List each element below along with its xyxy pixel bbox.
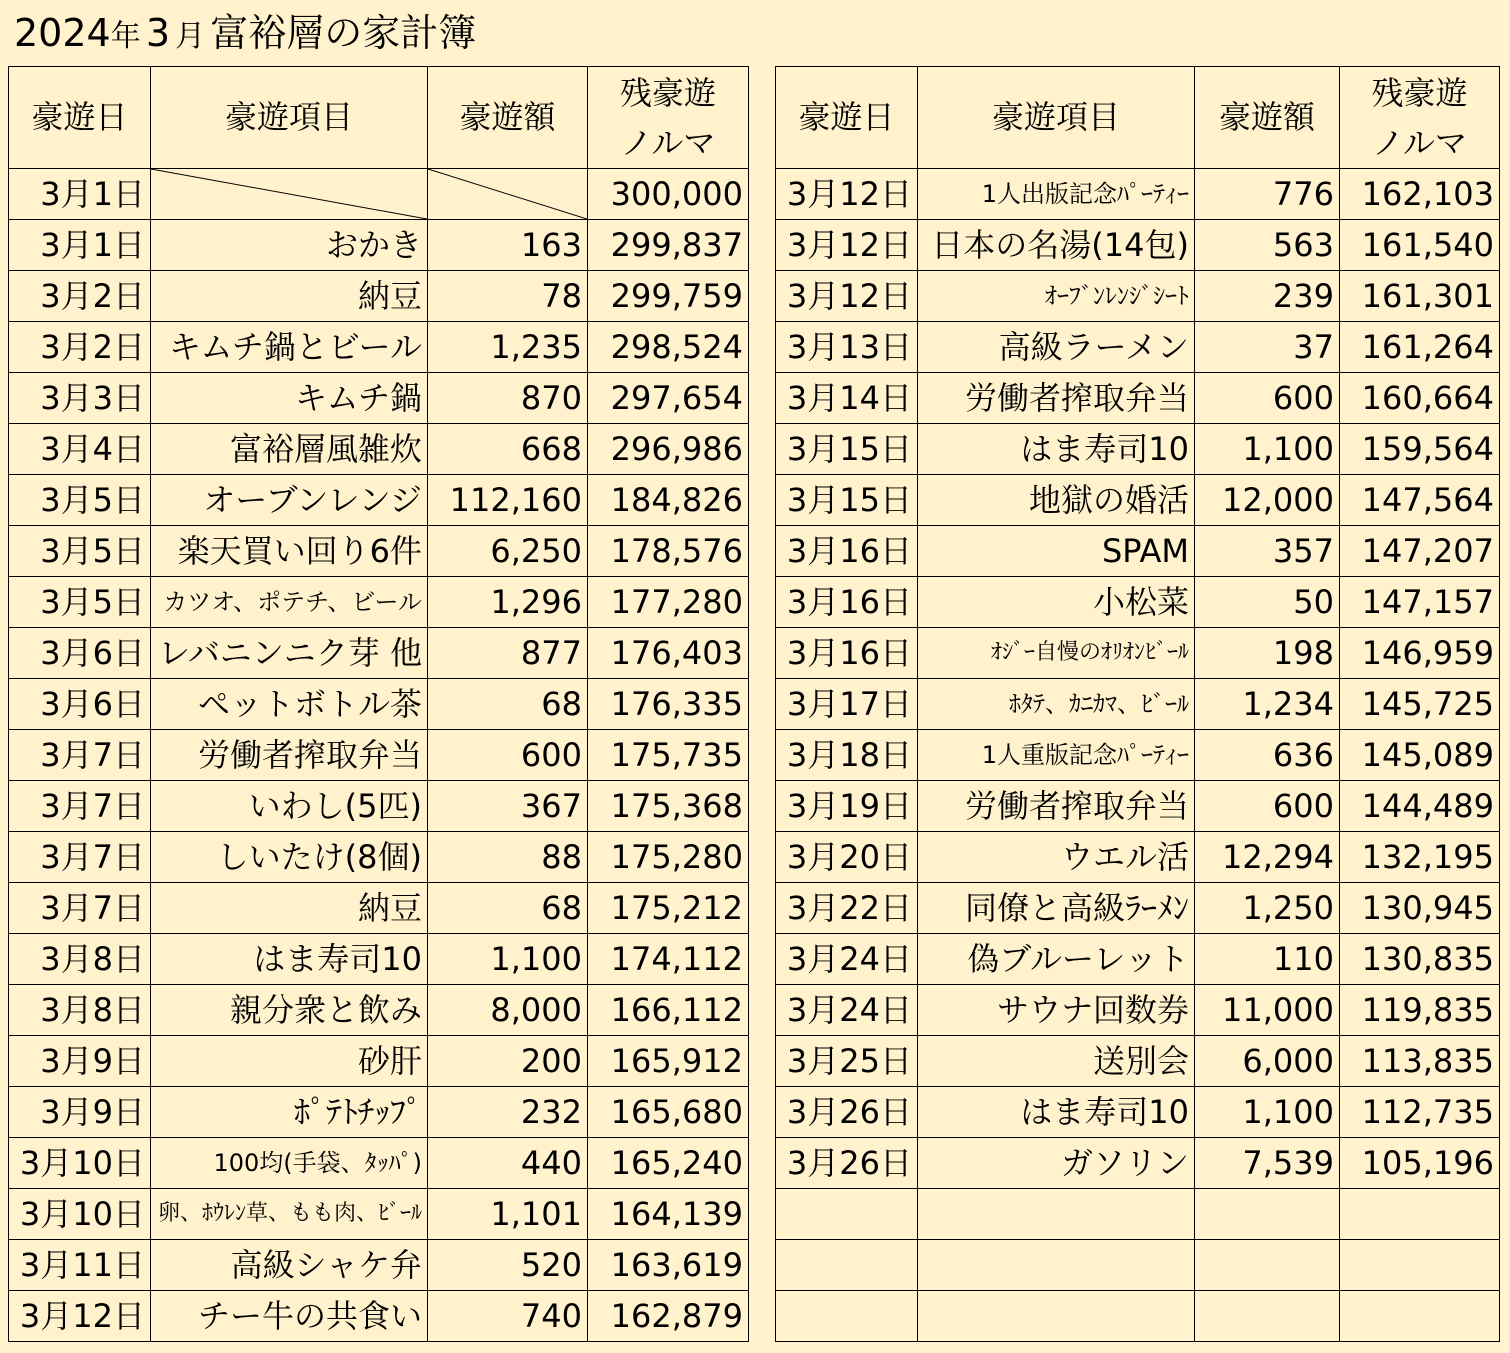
cell-remain: 163,619 [588,1240,749,1291]
table-row [9,169,749,220]
cell-amount: 367 [428,781,588,832]
cell-date [776,1189,918,1240]
cell-remain: 147,564 [1340,475,1500,526]
cell-date: 3月2日 [9,271,151,322]
table-row [776,220,1500,271]
cell-date: 3月16日 [776,628,918,679]
table-row [9,1138,749,1189]
cell-date: 3月10日 [9,1189,151,1240]
cell-item: 1人出版記念ﾊﾟｰﾃｨｰ [918,169,1195,220]
header-date: 豪遊日 [9,67,151,169]
cell-item: 偽ブルーレット [918,934,1195,985]
table-row [9,934,749,985]
cell-date: 3月24日 [776,985,918,1036]
table-row [776,577,1500,628]
table-row [776,934,1500,985]
cell-amount: 68 [428,679,588,730]
table-row [9,628,749,679]
cell-amount: 68 [428,883,588,934]
header-remain-line2: ノルマ [620,123,716,162]
cell-remain: 112,735 [1340,1087,1500,1138]
cell-amount: 7,539 [1195,1138,1340,1189]
table-row [776,169,1500,220]
ledger-table-right [775,66,1500,1342]
cell-item: しいたけ(8個) [151,832,428,883]
cell-date: 3月14日 [776,373,918,424]
cell-date: 3月17日 [776,679,918,730]
title-month-unit: 月 [175,19,206,54]
table-row [776,475,1500,526]
cell-amount: 50 [1195,577,1340,628]
table-row [9,883,749,934]
cell-remain: 146,959 [1340,628,1500,679]
table-row [776,373,1500,424]
cell-remain [1340,1291,1500,1342]
cell-item: いわし(5匹) [151,781,428,832]
cell-remain: 299,759 [588,271,749,322]
cell-item: はま寿司10 [918,1087,1195,1138]
cell-date: 3月7日 [9,832,151,883]
cell-remain: 298,524 [588,322,749,373]
cell-item: ﾎﾀﾃ、ｶﾆｶﾏ、ﾋﾞｰﾙ [918,679,1195,730]
table-row [9,271,749,322]
cell-date: 3月1日 [9,220,151,271]
page-title [14,6,476,60]
cell-remain: 113,835 [1340,1036,1500,1087]
cell-remain: 175,735 [588,730,749,781]
cell-remain [1340,1189,1500,1240]
cell-amount: 600 [428,730,588,781]
cell-item: 親分衆と飲み [151,985,428,1036]
cell-remain: 130,835 [1340,934,1500,985]
cell-remain: 161,301 [1340,271,1500,322]
cell-amount: 776 [1195,169,1340,220]
cell-date: 3月4日 [9,424,151,475]
table-row [9,373,749,424]
table-row [776,781,1500,832]
table-row [776,1240,1500,1291]
table-row [9,424,749,475]
cell-remain: 145,089 [1340,730,1500,781]
cell-date: 3月16日 [776,577,918,628]
cell-remain: 175,212 [588,883,749,934]
cell-remain: 130,945 [1340,883,1500,934]
cell-amount: 6,250 [428,526,588,577]
header-row [776,67,1500,169]
table-row [776,271,1500,322]
title-year: 2024 [14,11,111,55]
cell-remain: 175,280 [588,832,749,883]
cell-date: 3月25日 [776,1036,918,1087]
cell-item: ｵｼﾞｰ自慢のｵﾘｵﾝﾋﾞｰﾙ [918,628,1195,679]
table-row [776,1189,1500,1240]
cell-date: 3月6日 [9,679,151,730]
header-remain [1340,67,1500,169]
cell-date [776,1240,918,1291]
cell-item: 1人重版記念ﾊﾟｰﾃｨｰ [918,730,1195,781]
cell-amount: 6,000 [1195,1036,1340,1087]
cell-date: 3月9日 [9,1087,151,1138]
cell-date: 3月24日 [776,934,918,985]
cell-item: ガソリン [918,1138,1195,1189]
cell-date: 3月3日 [9,373,151,424]
cell-remain: 159,564 [1340,424,1500,475]
title-name: 富裕層の家計簿 [210,11,477,55]
cell-item [918,1291,1195,1342]
table-row [776,628,1500,679]
cell-amount: 870 [428,373,588,424]
diagonal-strike [428,169,587,219]
header-remain-line1: 残豪遊 [619,73,716,112]
cell-date: 3月1日 [9,169,151,220]
cell-amount: 239 [1195,271,1340,322]
cell-date: 3月10日 [9,1138,151,1189]
cell-remain: 300,000 [588,169,749,220]
cell-remain: 165,680 [588,1087,749,1138]
cell-item: キムチ鍋とビール [151,322,428,373]
cell-date: 3月6日 [9,628,151,679]
cell-amount: 1,296 [428,577,588,628]
cell-amount: 1,234 [1195,679,1340,730]
cell-amount: 1,100 [1195,424,1340,475]
cell-date: 3月12日 [776,220,918,271]
cell-remain: 119,835 [1340,985,1500,1036]
table-row [9,832,749,883]
cell-amount: 110 [1195,934,1340,985]
table-row [776,730,1500,781]
cell-item: 砂肝 [151,1036,428,1087]
cell-date: 3月7日 [9,781,151,832]
cell-remain: 166,112 [588,985,749,1036]
cell-item: 卵、ﾎｳﾚﾝ草、もも肉、ﾋﾞｰﾙ [151,1189,428,1240]
cell-remain: 105,196 [1340,1138,1500,1189]
cell-remain: 299,837 [588,220,749,271]
table-row [9,730,749,781]
cell-remain: 162,879 [588,1291,749,1342]
cell-amount [1195,1189,1340,1240]
cell-amount [1195,1291,1340,1342]
header-item: 豪遊項目 [151,67,428,169]
cell-date: 3月26日 [776,1138,918,1189]
cell-date: 3月26日 [776,1087,918,1138]
cell-amount: 1,101 [428,1189,588,1240]
title-year-unit: 年 [110,19,141,54]
cell-remain [1340,1240,1500,1291]
cell-amount: 8,000 [428,985,588,1036]
cell-date: 3月20日 [776,832,918,883]
cell-amount: 11,000 [1195,985,1340,1036]
cell-amount: 37 [1195,322,1340,373]
cell-item: ペットボトル茶 [151,679,428,730]
cell-remain: 177,280 [588,577,749,628]
cell-item: おかき [151,220,428,271]
diagonal-strike [151,169,427,219]
cell-remain: 176,403 [588,628,749,679]
cell-amount: 440 [428,1138,588,1189]
cell-item: 小松菜 [918,577,1195,628]
table-row [9,1291,749,1342]
cell-item: 楽天買い回り6件 [151,526,428,577]
cell-remain: 175,368 [588,781,749,832]
cell-item: 納豆 [151,271,428,322]
header-item: 豪遊項目 [918,67,1195,169]
cell-item: 同僚と高級ﾗｰﾒﾝ [918,883,1195,934]
table-row [9,526,749,577]
cell-item [918,1189,1195,1240]
ledger-table-left [8,66,749,1342]
table-row [9,1240,749,1291]
cell-amount: 1,100 [428,934,588,985]
table-row [776,322,1500,373]
table-row [9,1087,749,1138]
cell-date: 3月5日 [9,577,151,628]
cell-item: 高級シャケ弁 [151,1240,428,1291]
cell-amount [1195,1240,1340,1291]
cell-item: 送別会 [918,1036,1195,1087]
cell-amount: 1,100 [1195,1087,1340,1138]
cell-date: 3月9日 [9,1036,151,1087]
table-row [776,985,1500,1036]
cell-amount: 740 [428,1291,588,1342]
cell-amount: 12,294 [1195,832,1340,883]
cell-amount: 88 [428,832,588,883]
cell-item: チー牛の共食い [151,1291,428,1342]
cell-date [776,1291,918,1342]
cell-remain: 174,112 [588,934,749,985]
header-remain-line2: ノルマ [1372,123,1467,162]
cell-date: 3月8日 [9,985,151,1036]
header-amount: 豪遊額 [428,67,588,169]
cell-item: カツオ、ポテチ、ビール [151,577,428,628]
cell-date: 3月5日 [9,526,151,577]
cell-amount: 232 [428,1087,588,1138]
cell-remain: 178,576 [588,526,749,577]
cell-remain: 164,139 [588,1189,749,1240]
cell-amount: 1,235 [428,322,588,373]
cell-amount: 78 [428,271,588,322]
cell-amount: 357 [1195,526,1340,577]
cell-item: SPAM [918,526,1195,577]
cell-date: 3月12日 [776,271,918,322]
cell-date: 3月5日 [9,475,151,526]
cell-item: ｵｰﾌﾞﾝﾚﾝｼﾞｼｰﾄ [918,271,1195,322]
cell-item: 労働者搾取弁当 [151,730,428,781]
header-remain [588,67,749,169]
cell-amount: 200 [428,1036,588,1087]
cell-item: 日本の名湯(14包) [918,220,1195,271]
table-row [776,883,1500,934]
cell-item [151,169,428,220]
cell-item: はま寿司10 [151,934,428,985]
cell-date: 3月7日 [9,883,151,934]
cell-amount: 112,160 [428,475,588,526]
cell-item: キムチ鍋 [151,373,428,424]
cell-amount: 668 [428,424,588,475]
cell-item: はま寿司10 [918,424,1195,475]
cell-remain: 176,335 [588,679,749,730]
cell-amount: 1,250 [1195,883,1340,934]
cell-remain: 161,264 [1340,322,1500,373]
cell-date: 3月15日 [776,424,918,475]
cell-amount: 600 [1195,373,1340,424]
table-row [9,322,749,373]
header-row [9,67,749,169]
title-month: 3 [145,11,170,55]
cell-item: ウエル活 [918,832,1195,883]
table-row [9,577,749,628]
cell-amount: 877 [428,628,588,679]
table-row [776,679,1500,730]
table-row [9,985,749,1036]
table-row [9,1036,749,1087]
header-amount: 豪遊額 [1195,67,1340,169]
table-row [776,1291,1500,1342]
table-row [776,1036,1500,1087]
table-row [776,424,1500,475]
table-row [9,475,749,526]
cell-date: 3月12日 [9,1291,151,1342]
table-row [9,781,749,832]
cell-amount: 636 [1195,730,1340,781]
table-row [9,220,749,271]
cell-amount: 12,000 [1195,475,1340,526]
cell-item: オーブンレンジ [151,475,428,526]
table-row [776,1138,1500,1189]
cell-remain: 132,195 [1340,832,1500,883]
cell-item: 高級ラーメン [918,322,1195,373]
cell-item: レバニンニク芽 他 [151,628,428,679]
cell-date: 3月19日 [776,781,918,832]
cell-remain: 165,240 [588,1138,749,1189]
cell-remain: 145,725 [1340,679,1500,730]
cell-item: 労働者搾取弁当 [918,373,1195,424]
cell-remain: 144,489 [1340,781,1500,832]
cell-date: 3月13日 [776,322,918,373]
cell-item: 100均(手袋、ﾀｯﾊﾟ) [151,1138,428,1189]
cell-date: 3月22日 [776,883,918,934]
cell-item: 地獄の婚活 [918,475,1195,526]
cell-item [918,1240,1195,1291]
cell-item: ﾎﾟﾃﾄﾁｯﾌﾟ [151,1087,428,1138]
cell-item: サウナ回数券 [918,985,1195,1036]
header-date: 豪遊日 [776,67,918,169]
cell-remain: 297,654 [588,373,749,424]
cell-date: 3月11日 [9,1240,151,1291]
cell-date: 3月8日 [9,934,151,985]
cell-amount: 520 [428,1240,588,1291]
cell-remain: 147,207 [1340,526,1500,577]
cell-date: 3月18日 [776,730,918,781]
cell-item: 労働者搾取弁当 [918,781,1195,832]
cell-date: 3月16日 [776,526,918,577]
cell-date: 3月2日 [9,322,151,373]
cell-remain: 161,540 [1340,220,1500,271]
cell-amount: 563 [1195,220,1340,271]
cell-remain: 184,826 [588,475,749,526]
cell-item: 納豆 [151,883,428,934]
cell-amount [428,169,588,220]
cell-amount: 163 [428,220,588,271]
cell-date: 3月7日 [9,730,151,781]
cell-remain: 165,912 [588,1036,749,1087]
cell-date: 3月15日 [776,475,918,526]
cell-date: 3月12日 [776,169,918,220]
table-row [776,832,1500,883]
cell-amount: 198 [1195,628,1340,679]
table-row [9,679,749,730]
table-row [776,1087,1500,1138]
table-row [9,1189,749,1240]
cell-item: 富裕層風雑炊 [151,424,428,475]
header-remain-line1: 残豪遊 [1371,73,1468,112]
table-row [776,526,1500,577]
cell-remain: 160,664 [1340,373,1500,424]
cell-remain: 162,103 [1340,169,1500,220]
cell-amount: 600 [1195,781,1340,832]
cell-remain: 147,157 [1340,577,1500,628]
cell-remain: 296,986 [588,424,749,475]
